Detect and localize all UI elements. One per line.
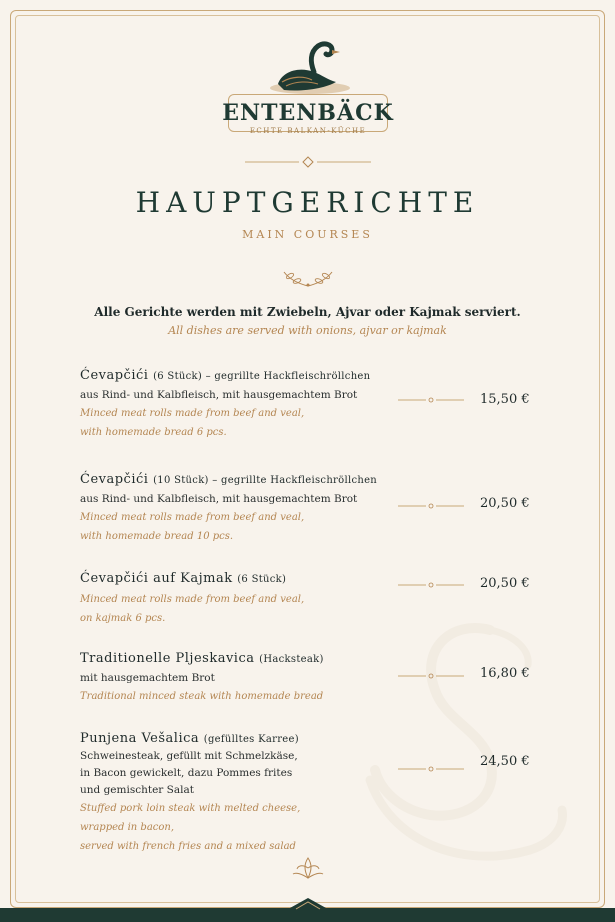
- brand-tagline: ECHTE BALKAN-KÜCHE: [249, 127, 367, 135]
- dish-name-suffix: (6 Stück): [237, 574, 287, 585]
- dish-description-en: Minced meat rolls made from beef and veal,: [80, 512, 305, 523]
- dish-price: 20,50 €: [480, 576, 530, 591]
- dish-description-en: Stuffed pork loin steak with melted cheese,: [80, 803, 301, 814]
- dish-price: 15,50 €: [480, 392, 530, 407]
- dish-price: 24,50 €: [480, 754, 530, 769]
- menu-item: [80, 472, 540, 546]
- divider-ornament-icon: [245, 156, 371, 168]
- menu-item: [80, 571, 540, 628]
- dish-description-en: wrapped in bacon,: [80, 822, 175, 833]
- page-subtitle: MAIN COURSES: [242, 228, 373, 241]
- dish-title: [80, 731, 540, 746]
- swan-logo-icon: [264, 38, 356, 100]
- band-notch-icon: [290, 898, 326, 918]
- laurel-icon: [278, 264, 338, 290]
- dish-name: Punjena Vešalica: [80, 731, 200, 746]
- dish-description-de: in Bacon gewickelt, dazu Pommes frites: [80, 767, 293, 779]
- dish-description-en: Traditional minced steak with homemade bread: [80, 691, 324, 702]
- dish-name-suffix: (6 Stück) – gegrillte Hackfleischröllchen: [153, 371, 371, 382]
- dish-name: Ćevapčići auf Kajmak: [80, 571, 233, 586]
- flourish-icon: [292, 856, 324, 882]
- dish-description-en: with homemade bread 6 pcs.: [80, 427, 227, 438]
- dish-title: [80, 571, 540, 586]
- intro-german: Alle Gerichte werden mit Zwiebeln, Ajvar oder Kajmak serviert.: [94, 305, 521, 319]
- bottom-band: [0, 908, 615, 922]
- brand-logo: [222, 38, 394, 136]
- menu-item: [80, 368, 540, 442]
- dish-description-en: served with french fries and a mixed salad: [80, 841, 296, 852]
- price-leader-icon: [398, 673, 464, 679]
- intro-english: All dishes are served with onions, ajvar or kajmak: [168, 324, 447, 337]
- dish-price: 20,50 €: [480, 496, 530, 511]
- menu-item: [80, 651, 540, 706]
- dish-name-suffix: (10 Stück) – gegrillte Hackfleischröllchen: [153, 475, 378, 486]
- dish-description-de: und gemischter Salat: [80, 784, 194, 796]
- brand-name: ENTENBÄCK: [222, 100, 394, 126]
- price-leader-icon: [398, 766, 464, 772]
- dish-title: [80, 651, 540, 666]
- dish-description-en: on kajmak 6 pcs.: [80, 613, 166, 624]
- dish-price: 16,80 €: [480, 666, 530, 681]
- dish-description-de: aus Rind- und Kalbfleisch, mit hausgemachtem Brot: [80, 493, 358, 505]
- dish-description-en: Minced meat rolls made from beef and veal,: [80, 408, 305, 419]
- dish-description-de: aus Rind- und Kalbfleisch, mit hausgemachtem Brot: [80, 389, 358, 401]
- dish-name: Ćevapčići: [80, 368, 149, 383]
- dish-title: [80, 368, 540, 383]
- price-leader-icon: [398, 503, 464, 509]
- dish-description-de: mit hausgemachtem Brot: [80, 672, 215, 684]
- price-leader-icon: [398, 397, 464, 403]
- dish-name: Ćevapčići: [80, 472, 149, 487]
- dish-name: Traditionelle Pljeskavica: [80, 651, 255, 666]
- menu-item: [80, 731, 540, 856]
- price-leader-icon: [398, 582, 464, 588]
- dish-description-en: Minced meat rolls made from beef and veal,: [80, 594, 305, 605]
- dish-description-en: with homemade bread 10 pcs.: [80, 531, 234, 542]
- dish-description-de: Schweinesteak, gefüllt mit Schmelzkäse,: [80, 750, 298, 762]
- dish-title: [80, 472, 540, 487]
- dish-name-suffix: (gefülltes Karree): [203, 734, 299, 745]
- page-title: HAUPTGERICHTE: [135, 186, 480, 219]
- dish-name-suffix: (Hacksteak): [259, 654, 324, 665]
